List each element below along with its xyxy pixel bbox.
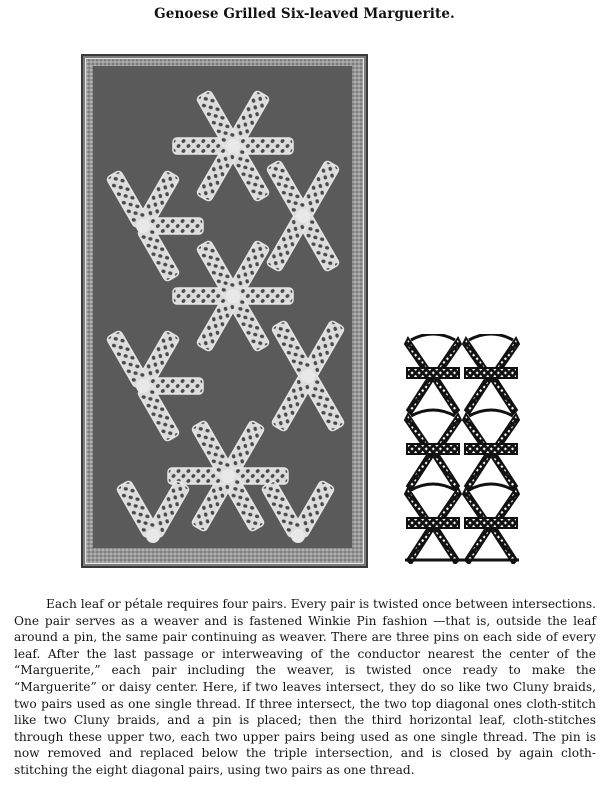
page-title: Genoese Grilled Six-leaved Marguerite. <box>154 6 455 22</box>
lace-leaves-illustration <box>83 56 368 568</box>
lace-photo <box>81 54 368 568</box>
grilled-braid-drawing <box>403 334 523 564</box>
body-paragraph <box>14 596 596 779</box>
lace-pattern-diagram <box>403 334 523 564</box>
instructions-text: Each leaf or pétale requires four pairs. Every pair is twisted once between intersections. One pair serves as a weaver and is fastened Winkie Pin fashion —that is, outside the leaf around a pin, the same pair continuing as weaver. There are three pins on each side of every leaf. After the last passage or interweaving of the conductor nearest the center of the “Marguerite,” each pair including the weaver, is twisted once ready to make the “Marguerite” or daisy center. Here, if two leaves intersect, they do so like two Cluny braids, two pairs used as one single thread. If three intersect, the two top diagonal ones cloth-stitch like two Cluny braids, and a pin is placed; then the third horizontal leaf, cloth-stitches through these upper two, each two upper pairs being used as one single thread. The pin is now removed and replaced below the triple intersection, and is closed by again cloth-stitching the eight diagonal pairs, using two pairs as one thread. <box>14 597 596 777</box>
